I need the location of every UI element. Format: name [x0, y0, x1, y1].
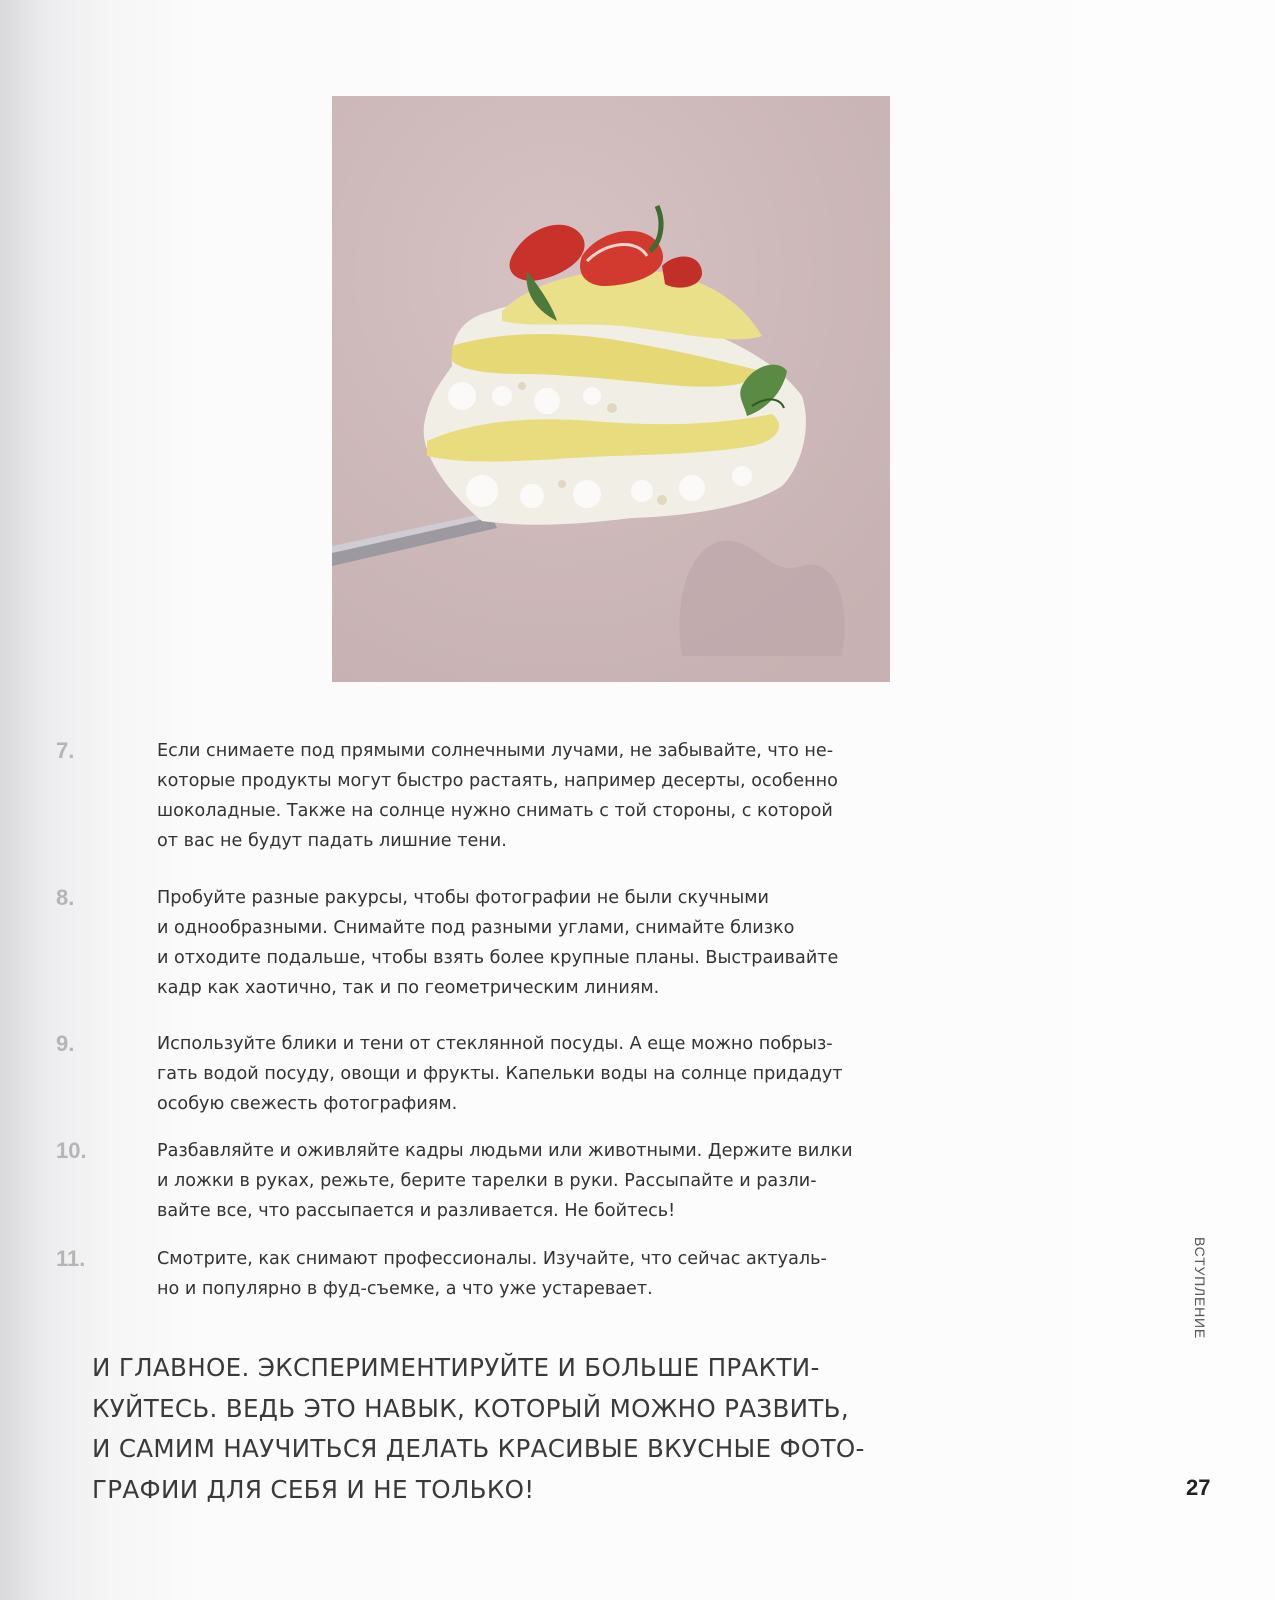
tip-number: 9.	[56, 1031, 75, 1056]
tip-line: Если снимаете под прямыми солнечными лучами, не забывайте, что не-	[157, 741, 834, 761]
tip-line: Смотрите, как снимают профессионалы. Изучайте, что сейчас актуаль-	[157, 1249, 827, 1269]
tip-text	[157, 883, 893, 1003]
tip-line: вайте все, что рассыпается и разливается. Не бойтесь!	[157, 1201, 676, 1221]
tip-text	[157, 736, 893, 856]
tip-line: которые продукты могут быстро растаять, например десерты, особенно	[157, 771, 838, 791]
tip-number: 10.	[56, 1138, 87, 1163]
tip-line: и ложки в руках, режьте, берите тарелки в руки. Рассыпайте и разли-	[157, 1171, 817, 1191]
cake-photo	[332, 96, 890, 682]
tip-line: от вас не будут падать лишние тени.	[157, 831, 507, 851]
tip-text	[157, 1244, 893, 1304]
tip-line: особую свежесть фотографиям.	[157, 1094, 458, 1114]
tip-line: шоколадные. Также на солнце нужно снимать с той стороны, с которой	[157, 801, 833, 821]
tip-line: Используйте блики и тени от стеклянной посуды. А еще можно побрыз-	[157, 1034, 833, 1054]
tip-line: но и популярно в фуд-съемке, а что уже устаревает.	[157, 1279, 653, 1299]
conclusion-text	[92, 1348, 932, 1510]
tip-number: 8.	[56, 885, 75, 910]
running-head: ВСТУПЛЕНИЕ	[1192, 1236, 1208, 1340]
tip-line: и однообразными. Снимайте под разными углами, снимайте близко	[157, 918, 795, 938]
tip-number: 11.	[56, 1246, 86, 1271]
strawberry-meringue-cake-icon	[332, 96, 890, 682]
tip-text	[157, 1136, 893, 1226]
tip-number: 7.	[56, 738, 75, 763]
tip-line: Пробуйте разные ракурсы, чтобы фотографии не были скучными	[157, 888, 769, 908]
tip-line: кадр как хаотично, так и по геометрическим линиям.	[157, 978, 660, 998]
conclusion-line: И САМИМ НАУЧИТЬСЯ ДЕЛАТЬ КРАСИВЫЕ ВКУСНЫЕ ФОТО-	[92, 1434, 865, 1463]
conclusion-line: ГРАФИИ ДЛЯ СЕБЯ И НЕ ТОЛЬКО!	[92, 1474, 535, 1504]
tip-line: гать водой посуду, овощи и фрукты. Капельки воды на солнце придадут	[157, 1064, 843, 1084]
page-number: 27	[1186, 1475, 1211, 1500]
conclusion-line: И ГЛАВНОЕ. ЭКСПЕРИМЕНТИРУЙТЕ И БОЛЬШЕ ПРАКТИ-	[92, 1353, 820, 1382]
tip-text	[157, 1029, 893, 1119]
tip-line: и отходите подальше, чтобы взять более крупные планы. Выстраивайте	[157, 948, 839, 968]
conclusion-line: КУЙТЕСЬ. ВЕДЬ ЭТО НАВЫК, КОТОРЫЙ МОЖНО РАЗВИТЬ,	[92, 1393, 849, 1423]
tip-line: Разбавляйте и оживляйте кадры людьми или животными. Держите вилки	[157, 1141, 853, 1161]
